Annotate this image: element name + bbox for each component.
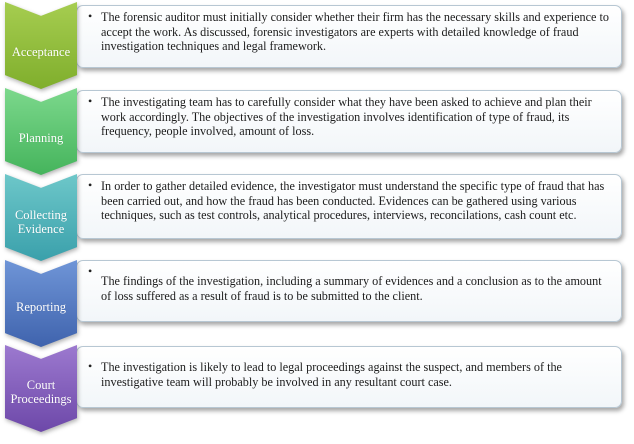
bullet: • <box>88 94 93 108</box>
step-description-box <box>76 346 622 408</box>
step-label <box>5 45 77 59</box>
step-description-box <box>76 174 622 239</box>
step-chevron-reporting <box>5 260 77 347</box>
step-label <box>5 300 77 314</box>
step-chevron-planning <box>5 88 77 175</box>
step-label <box>5 131 77 145</box>
step-description: The findings of the investigation, including a summary of evidences and a conclusion as to the amount of loss suffered as a result of fraud is to be submitted to the client. <box>101 274 602 303</box>
bullet: • <box>88 359 93 373</box>
step-label <box>5 208 77 236</box>
step-description: The investigating team has to carefully consider what they have been asked to achieve and plan their work accordingly. The objectives of the investigation involves identification of type of fraud, its frequency, people involved, amount of loss. <box>101 95 592 139</box>
step-description-box <box>76 260 622 322</box>
step-description: The investigation is likely to lead to legal proceedings against the suspect, and members of the investigative team will probably be involved in any resultant court case. <box>101 360 562 389</box>
step-description: The forensic auditor must initially consider whether their firm has the necessary skills and experience to accept the work. As discussed, forensic investigators are experts with detailed knowledge of fraud investigation techniques and legal framework. <box>101 10 609 54</box>
bullet: • <box>88 9 93 23</box>
step-chevron-court-proceedings <box>5 345 77 432</box>
step-description: In order to gather detailed evidence, the investigator must understand the specific type of fraud that has been carried out, and how the fraud has been conducted. Evidences can be gathered using various techniques, such as test controls, analytical procedures, interviews, reconcilations, cash count etc. <box>101 179 605 223</box>
step-label-line: Court <box>26 378 56 392</box>
step-label-line: Acceptance <box>11 45 71 59</box>
bullet: • <box>88 264 93 278</box>
step-label <box>5 378 77 406</box>
step-chevron-acceptance <box>5 2 77 89</box>
step-chevron-collecting-evidence <box>5 174 77 261</box>
step-label-line: Planning <box>18 131 64 145</box>
step-label-line: Reporting <box>16 300 66 314</box>
step-description-box <box>76 5 622 68</box>
step-label-line: Collecting <box>14 208 68 222</box>
bullet: • <box>88 178 93 192</box>
step-description-box <box>76 90 622 153</box>
step-label-line: Evidence <box>17 222 65 236</box>
step-label-line: Proceedings <box>10 392 72 406</box>
